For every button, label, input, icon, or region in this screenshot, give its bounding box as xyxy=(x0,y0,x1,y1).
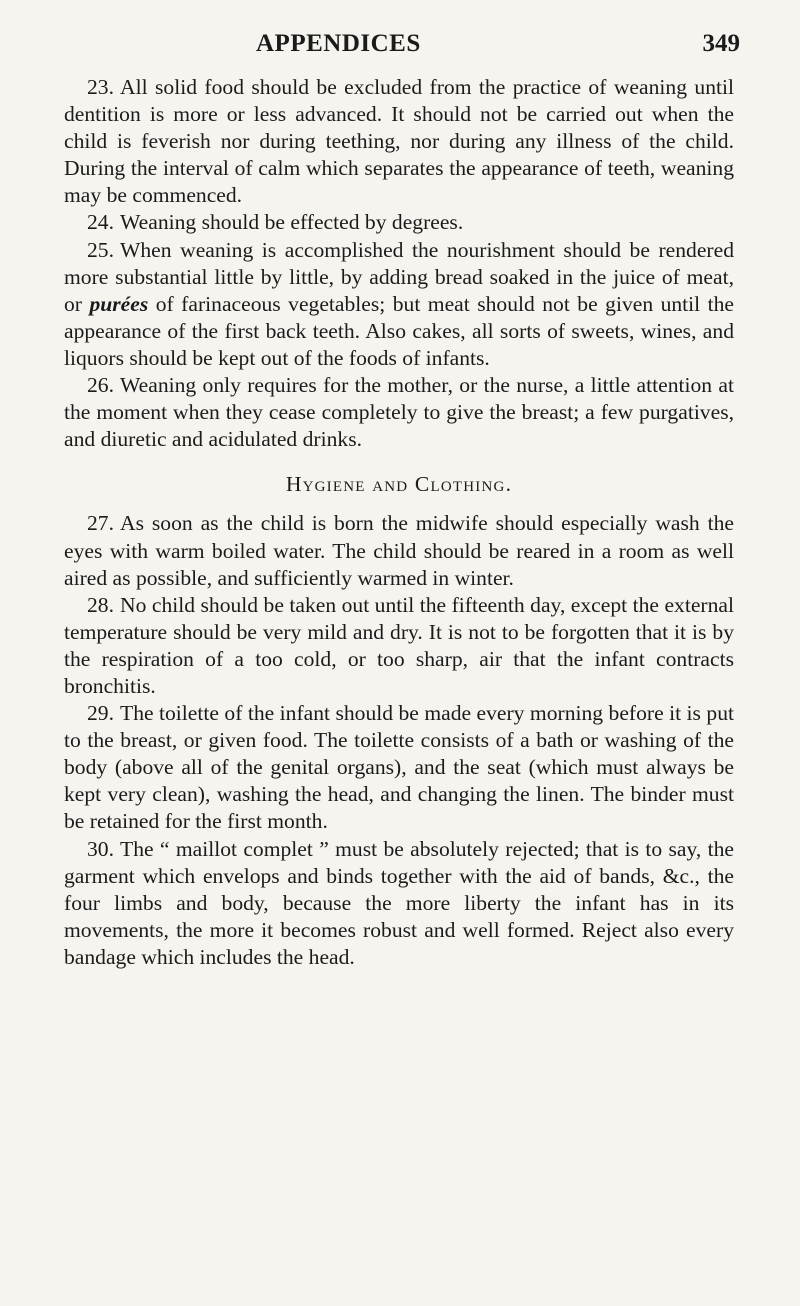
paragraph-27 xyxy=(64,510,734,591)
paragraph-28 xyxy=(64,592,734,700)
paragraph-text: The toilette of the infant should be made every morning before it is put to the breast, or given food. The toilette consists of a bath or washing of the body (above all of the genital organs), and the seat (which must always be kept very clean), washing the head, and changing the linen. The binder must be retained for the first month. xyxy=(64,701,734,834)
paragraph-number: 27. xyxy=(87,511,114,536)
paragraph-number: 29. xyxy=(87,701,114,726)
paragraph-number: 25. xyxy=(87,237,114,262)
paragraph-30 xyxy=(64,836,734,971)
paragraph-23 xyxy=(64,74,734,209)
paragraph-text: Weaning should be effected by degrees. xyxy=(120,210,464,235)
page-body xyxy=(64,74,734,971)
book-page xyxy=(64,30,740,971)
paragraph-number: 23. xyxy=(87,75,114,99)
paragraph-number: 30. xyxy=(87,836,114,861)
paragraph-text-continued: of farinaceous vegetables; but meat should not be given until the appearance of the first back teeth. Also cakes, all sorts of sweets, wines, and liquors should be kept out of the foods of infants. xyxy=(64,291,735,370)
paragraph-text: No child should be taken out until the fifteenth day, except the external temperature should be very mild and dry. It is not to be forgotten that it is by the respiration of a too cold, or too sharp, air that the infant contracts bronchitis. xyxy=(64,592,734,698)
paragraph-29 xyxy=(64,700,734,835)
paragraph-text: All solid food should be excluded from the practice of weaning until dentition is more or less advanced. It should not be carried out when the child is feverish nor during teething, nor during any illness of the child. During the interval of calm which separates the appearance of teeth, weaning may be commenced. xyxy=(64,75,734,208)
paragraph-number: 28. xyxy=(87,592,114,617)
running-head: APPENDICES xyxy=(256,30,421,57)
paragraph-number: 24. xyxy=(87,210,114,235)
page-header xyxy=(256,30,740,74)
paragraph-25 xyxy=(64,237,734,372)
paragraph-text: As soon as the child is born the midwife should especially wash the eyes with warm boiled water. The child should be reared in a room as well aired as possible, and sufficiently warmed in winter. xyxy=(64,511,734,590)
paragraph-24 xyxy=(64,209,734,236)
page-number: 349 xyxy=(702,30,740,57)
section-heading: Hygiene and Clothing. xyxy=(285,472,513,497)
paragraph-number: 26. xyxy=(87,373,114,398)
paragraph-text: The “ maillot complet ” must be absolutely rejected; that is to say, the garment which envelops and binds together with the aid of bands, &c., the four limbs and body, because the more liberty the infant has in its movements, the more it becomes robust and well formed. Reject also every bandage which includes the head. xyxy=(64,836,734,969)
paragraph-26 xyxy=(64,372,734,453)
paragraph-text: Weaning only requires for the mother, or the nurse, a little attention at the moment when they cease completely to give the breast; a few purgatives, and diuretic and acidulated drinks. xyxy=(64,373,734,452)
emphasized-term: purées xyxy=(89,291,149,316)
paragraph-text: When weaning is accomplished the nourishment should be rendered more substantial little by little, by adding bread soaked in the juice of meat, or xyxy=(64,237,734,316)
